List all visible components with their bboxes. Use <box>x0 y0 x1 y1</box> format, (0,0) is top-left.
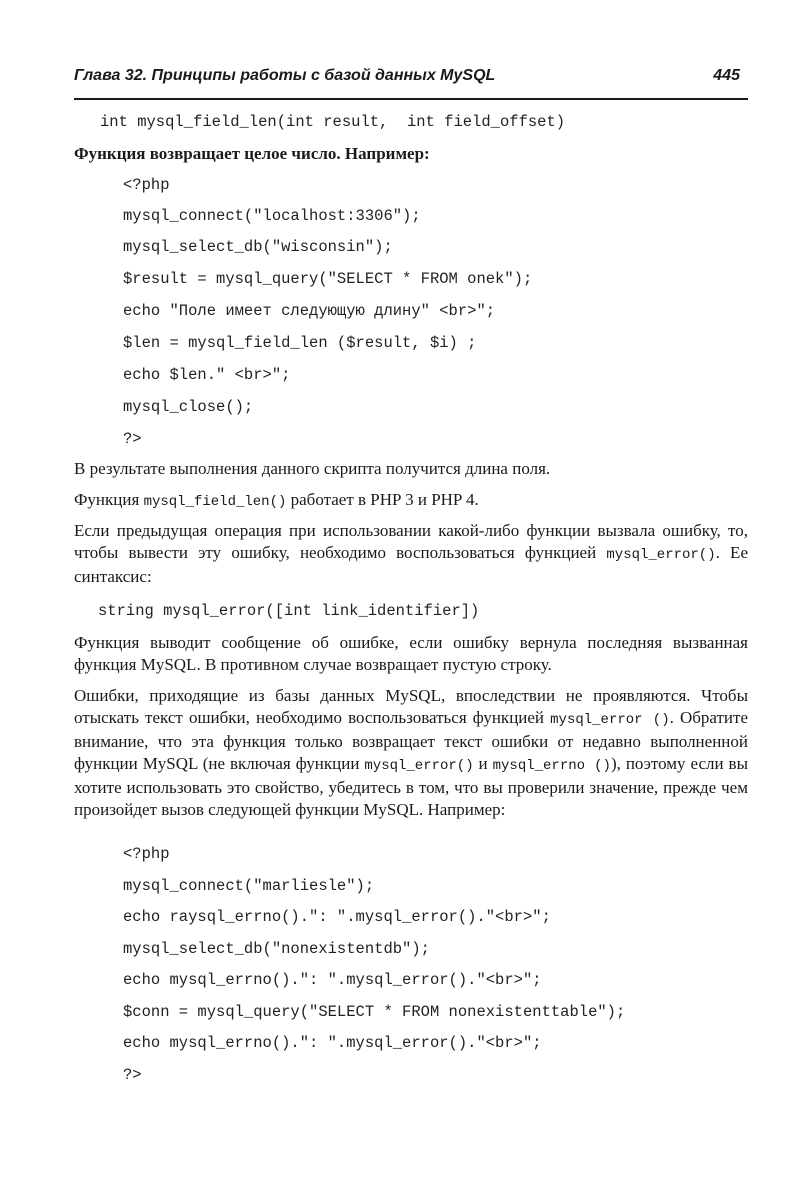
chapter-title: Глава 32. Принципы работы с базой данных MySQL <box>74 67 496 84</box>
code-line: mysql_close(); <box>123 398 254 416</box>
text-run: . Обратите внимание, что эта функция только возвращает текст ошибки от недавно выполненной функции MySQL (не включая функции <box>74 708 748 773</box>
paragraph <box>74 685 748 821</box>
function-signature: string mysql_error([int link_identifier]) <box>98 602 480 620</box>
code-line: echo raysql_errno().": ".mysql_error()."<br>"; <box>123 908 551 926</box>
paragraph <box>74 520 748 588</box>
inline-code: mysql_error() <box>364 758 474 774</box>
paragraph: Функция выводит сообщение об ошибке, если ошибку вернула последняя вызванная функция MySQL. В противном случае возвращает пустую строку. <box>74 633 748 674</box>
page-header <box>74 66 748 100</box>
code-line: ?> <box>123 430 142 448</box>
page-number: 445 <box>713 67 740 84</box>
text-run: и <box>473 754 493 773</box>
code-line: <?php <box>123 845 170 863</box>
code-line: ?> <box>123 1066 142 1084</box>
code-line: echo mysql_errno().": ".mysql_error()."<br>"; <box>123 971 542 989</box>
text-run: Функция <box>74 490 144 509</box>
code-line: echo "Поле имеет следующую длину" <br>"; <box>123 302 496 320</box>
code-line: echo mysql_errno().": ".mysql_error()."<br>"; <box>123 1034 542 1052</box>
code-line: <?php <box>123 176 170 194</box>
code-line: $conn = mysql_query("SELECT * FROM nonexistenttable"); <box>123 1003 626 1021</box>
code-line: $len = mysql_field_len ($result, $i) ; <box>123 334 477 352</box>
code-line: mysql_connect("localhost:3306"); <box>123 207 421 225</box>
paragraph <box>74 489 748 513</box>
paragraph: Функция возвращает целое число. Например: <box>74 144 430 163</box>
inline-code: mysql_field_len() <box>143 494 287 510</box>
code-line: mysql_select_db("wisconsin"); <box>123 238 393 256</box>
inline-code: mysql_error() <box>606 547 716 563</box>
code-line: $result = mysql_query("SELECT * FROM onek"); <box>123 270 533 288</box>
code-line: mysql_select_db("nonexistentdb"); <box>123 940 430 958</box>
text-run: ), поэтому если вы хотите использовать это свойство, убедитесь в том, что вы проверили значение, прежде чем произойдет вызов следующей функции MySQL. Например: <box>74 754 749 819</box>
code-line: echo $len." <br>"; <box>123 366 291 384</box>
code-line: mysql_connect("marliesle"); <box>123 877 375 895</box>
text-run: работает в PHP 3 и PHP 4. <box>286 490 479 509</box>
text-run: . Ее синтаксис: <box>74 543 748 586</box>
paragraph: В результате выполнения данного скрипта получится длина поля. <box>74 459 551 478</box>
text-run: Ошибки, приходящие из базы данных MySQL, впоследствии не проявляются. Чтобы отыскать текст ошибки, необходимо воспользоваться функцией <box>74 686 748 727</box>
inline-code: mysql_errno () <box>492 758 611 774</box>
function-signature: int mysql_field_len(int result, int field_offset) <box>100 113 566 131</box>
text-run: Если предыдущая операция при использовании какой-либо функции вызвала ошибку, то, чтобы вывести эту ошибку, необходимо воспользоваться функцией <box>74 521 748 562</box>
inline-code: mysql_error () <box>550 712 670 728</box>
